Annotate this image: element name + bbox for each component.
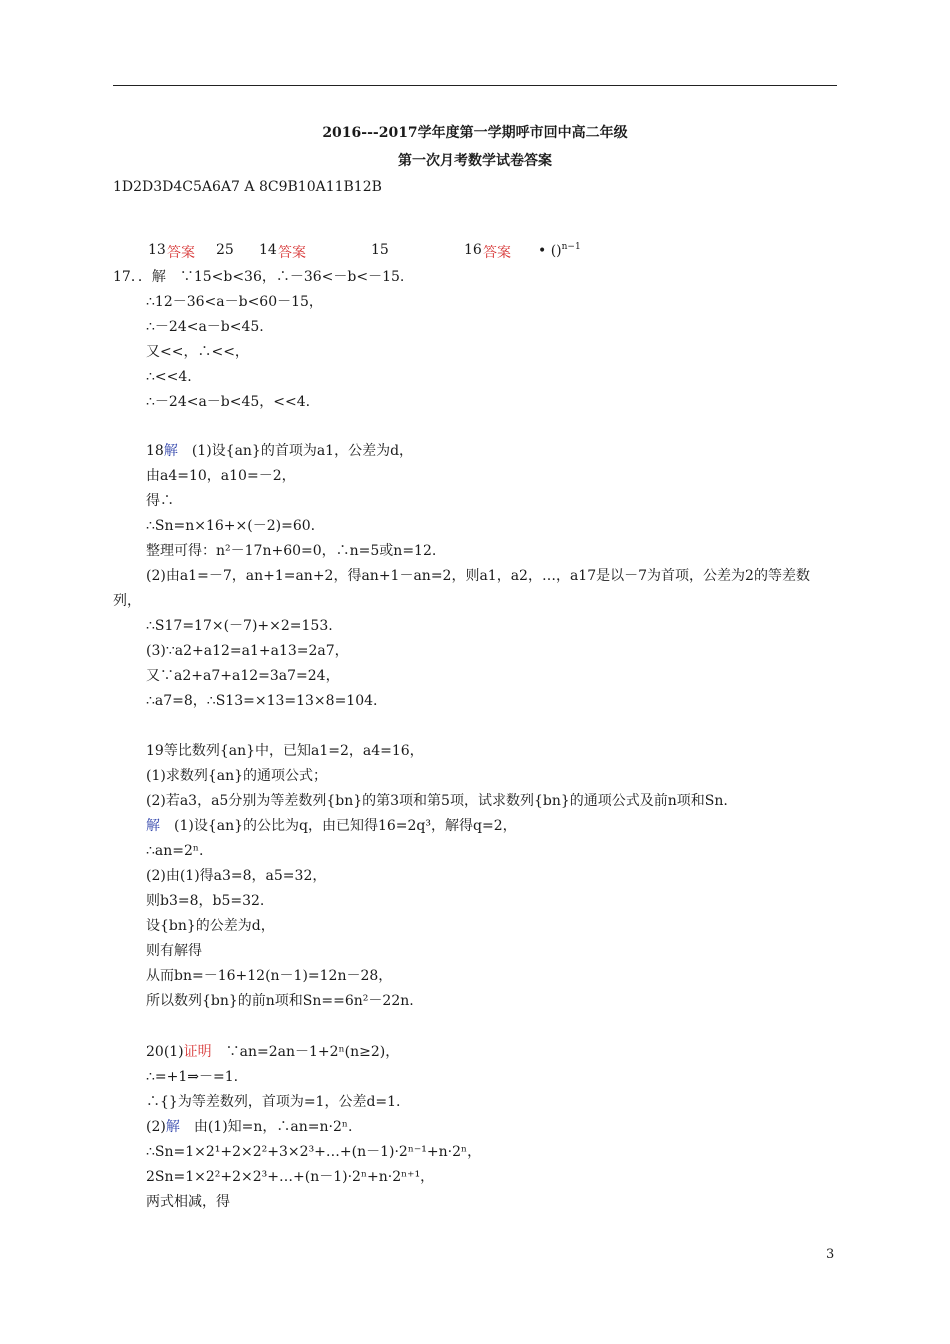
q17-line-4: 又<<，∴<<，	[146, 344, 249, 360]
q20-solve-label: 解	[165, 1119, 180, 1135]
q18-line-6: (2)由a1=－7，an+1=an+2，得an+1－an=2，则a1，a2，…，a17是以－7为首项，公差为2的等差数	[146, 568, 810, 584]
q18-line-10: 又∵a2+a7+a12=3a7=24，	[146, 668, 340, 684]
q13-value: 25	[216, 242, 234, 258]
title-line-1: 2016---2017学年度第一学期呼市回中高二年级	[322, 125, 628, 141]
q17-line-1: 17．．解 ∵15<b<36，∴－36<－b<－15.	[113, 269, 405, 285]
q19-solution-text-1: (1)设{an}的公比为q，由已知得16=2q³，解得q=2，	[160, 818, 517, 834]
q16-answer-label: 答案	[483, 245, 511, 261]
q20-line-2: ∴=+1⇒－=1.	[146, 1069, 239, 1085]
q14-value: 15	[371, 242, 389, 258]
q19-line-2: (1)求数列{an}的通项公式；	[146, 768, 328, 784]
q20-number: 20(1)	[146, 1044, 184, 1060]
q14-answer-label: 答案	[278, 245, 306, 261]
q13-answer-label: 答案	[167, 245, 195, 261]
q17-line-3: ∴－24<a－b<45.	[146, 319, 264, 335]
q20-line-1	[146, 1043, 399, 1061]
q18-line-1	[146, 442, 413, 460]
q20-text-1: ∵an=2an－1+2ⁿ(n≥2)，	[211, 1044, 400, 1060]
q16-exponent: n−1	[561, 242, 581, 252]
q18-line-5: 整理可得：n²－17n+60=0，∴n=5或n=12.	[146, 543, 437, 559]
header-rule	[113, 85, 837, 86]
q19-solve-label: 解	[146, 818, 160, 834]
q19-solution-line-8: 所以数列{bn}的前n项和Sn==6n²－22n.	[146, 993, 414, 1009]
q18-line-4: ∴Sn=n×16+×(－2)=60.	[146, 518, 316, 534]
q19-solution-line-5: 设{bn}的公差为d，	[146, 918, 275, 934]
q19-solution-line-3: (2)由(1)得a3=8，a5=32，	[146, 868, 327, 884]
q19-line-1: 19等比数列{an}中，已知a1=2，a4=16，	[146, 743, 424, 759]
q18-line-9: (3)∵a2+a12=a1+a13=2a7，	[146, 643, 349, 659]
q18-number: 18	[146, 443, 164, 459]
q19-solution-line-7: 从而bn=－16+12(n－1)=12n－28，	[146, 968, 393, 984]
q16-value: • ()$^{n-1}$	[538, 242, 581, 259]
q18-line-8: ∴S17=17×(－7)+×2=153.	[146, 618, 333, 634]
q17-line-6: ∴－24<a－b<45，<<4.	[146, 394, 311, 410]
page-number: 3	[826, 1247, 835, 1262]
q19-solution-line-2: ∴an=2ⁿ.	[146, 843, 204, 859]
q17-line-2: ∴12－36<a－b<60－15，	[146, 294, 323, 310]
q19-solution-line-6: 则有解得	[146, 943, 202, 959]
title-line-2: 第一次月考数学试卷答案	[398, 153, 552, 169]
q20-part-2: (2)	[146, 1119, 166, 1135]
q19-solution-line-1	[146, 817, 517, 835]
q18-solve-label: 解	[163, 443, 178, 459]
q16-number: 16	[464, 242, 482, 258]
q14-number: 14	[259, 242, 277, 258]
q20-line-5: ∴Sn=1×2¹+2×2²+3×2³+…+(n－1)·2ⁿ⁻¹+n·2ⁿ，	[146, 1144, 482, 1160]
q20-line-3: ∴{}为等差数列，首项为=1，公差d=1.	[146, 1094, 401, 1110]
q20-line-7: 两式相减，得	[146, 1194, 230, 1210]
q18-line-7: 列，	[113, 593, 141, 609]
q18-text-1: (1)设{an}的首项为a1，公差为d，	[191, 443, 414, 459]
q18-line-11: ∴a7=8，∴S13=×13=13×8=104.	[146, 693, 378, 709]
q19-line-3: (2)若a3，a5分别为等差数列{bn}的第3项和第5项，试求数列{bn}的通项公式及前n项和Sn.	[146, 793, 728, 809]
q20-proof-label: 证明	[183, 1044, 212, 1060]
q18-line-3: 得∴	[146, 493, 174, 509]
choice-answers: 1D2D3D4C5A6A7 A 8C9B10A11B12B	[113, 179, 382, 195]
q20-text-2: 由(1)知=n，∴an=n·2ⁿ.	[179, 1119, 353, 1135]
q20-line-6: 2Sn=1×2²+2×2³+…+(n－1)·2ⁿ+n·2ⁿ⁺¹，	[146, 1169, 435, 1185]
q17-line-5: ∴<<4.	[146, 369, 192, 385]
q18-line-2: 由a4=10，a10=－2，	[146, 468, 296, 484]
q13-number: 13	[148, 242, 166, 258]
q19-solution-line-4: 则b3=8，b5=32.	[146, 893, 265, 909]
q20-line-4	[146, 1118, 352, 1136]
